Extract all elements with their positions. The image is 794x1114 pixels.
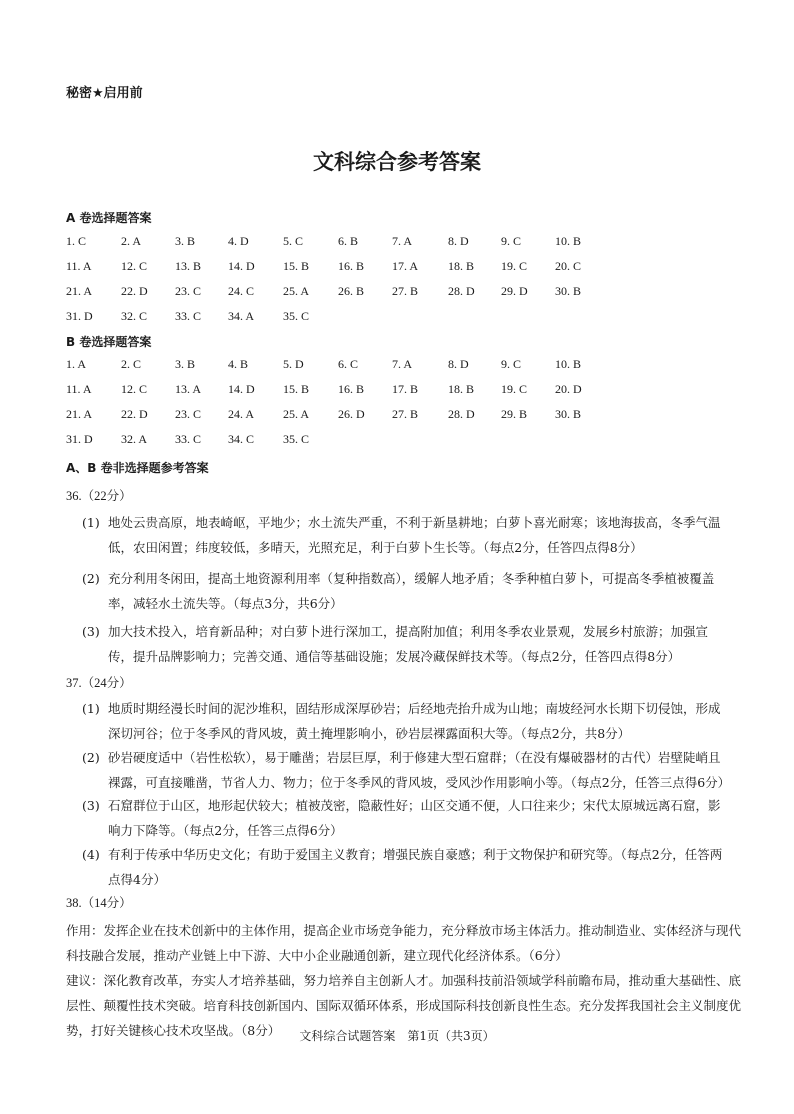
- q36-heading: 36.（22分）: [66, 489, 132, 503]
- answer-cell: 19. C: [501, 382, 528, 396]
- q36-item-2: [82, 566, 732, 616]
- answer-cell: 30. B: [555, 407, 582, 421]
- item-text: 充分利用冬闲田，提高土地资源利用率（复种指数高），缓解人地矛盾；冬季种植白萝卜，可提高冬季植被覆盖率，减轻水土流失等。（每点3分，共6分）: [108, 571, 715, 611]
- item-number: (3): [82, 624, 100, 639]
- answer-cell: 11. A: [66, 259, 92, 273]
- answer-cell: 20. D: [555, 382, 582, 396]
- answer-cell: 33. C: [175, 432, 202, 446]
- page-footer: 文科综合试题答案 第1页（共3页）: [299, 1029, 495, 1043]
- item-text: 地质时期经漫长时间的泥沙堆积，固结形成深厚砂岩；后经地壳抬升成为山地；南坡经河水长期下切侵蚀，形成深切河谷；位于冬季风的背风坡，黄土掩埋影响小，砂岩层裸露面积大等。（每点2分，共8分）: [108, 701, 721, 741]
- answer-cell: 7. A: [392, 234, 413, 248]
- answer-cell: 6. C: [338, 357, 359, 371]
- q37-heading: 37.（24分）: [66, 676, 132, 690]
- answer-cell: 3. B: [175, 357, 196, 371]
- answer-cell: 27. B: [392, 284, 419, 298]
- q36-item-3: [82, 619, 732, 669]
- answer-cell: 30. B: [555, 284, 582, 298]
- secret-label: 秘密★启用前: [66, 86, 143, 101]
- q36-item-1: [82, 510, 732, 560]
- q38-heading: 38.（14分）: [66, 896, 132, 910]
- answer-cell: 1. A: [66, 357, 87, 371]
- q38-suggestion-paragraph: 建议：深化教育改革，夯实人才培养基础，努力培养自主创新人才。加强科技前沿领域学科前瞻布局，推动重大基础性、底层性、颠覆性技术突破。培育科技创新国内、国际双循环体系，形成国际科技创新良性生态。充分发挥我国社会主义制度优势，打好关键核心技术攻坚战。（8分）: [66, 973, 742, 1038]
- answer-cell: 5. D: [283, 357, 304, 371]
- answer-cell: 12. C: [121, 382, 148, 396]
- answer-cell: 20. C: [555, 259, 582, 273]
- answer-cell: 24. C: [228, 284, 255, 298]
- item-number: (3): [82, 798, 100, 813]
- item-number: (1): [82, 701, 100, 716]
- answer-cell: 23. C: [175, 284, 202, 298]
- answer-cell: 3. B: [175, 234, 196, 248]
- answer-cell: 22. D: [121, 284, 148, 298]
- item-number: (1): [82, 515, 100, 530]
- answer-cell: 2. A: [121, 234, 142, 248]
- answer-cell: 16. B: [338, 382, 365, 396]
- answer-cell: 18. B: [448, 382, 475, 396]
- answer-cell: 4. D: [228, 234, 249, 248]
- answer-cell: 34. C: [228, 432, 255, 446]
- item-number: (4): [82, 847, 100, 862]
- section-a-heading: A 卷选择题答案: [66, 211, 152, 225]
- answer-cell: 18. B: [448, 259, 475, 273]
- answer-cell: 19. C: [501, 259, 528, 273]
- answer-cell: 33. C: [175, 309, 202, 323]
- answer-cell: 1. C: [66, 234, 87, 248]
- answer-cell: 4. B: [228, 357, 249, 371]
- answer-cell: 25. A: [283, 407, 310, 421]
- item-text: 地处云贵高原，地表崎岖，平地少；水土流失严重，不利于新垦耕地；白萝卜喜光耐寒；该地海拔高，冬季气温低，农田闲置；纬度较低，多晴天，光照充足，利于白萝卜生长等。（每点2分，任答四点得8分）: [108, 515, 721, 555]
- answer-cell: 21. A: [66, 407, 93, 421]
- answer-cell: 24. A: [228, 407, 255, 421]
- item-text: 石窟群位于山区，地形起伏较大；植被茂密，隐蔽性好；山区交通不便，人口往来少；宋代太原城远离石窟，影响力下降等。（每点2分，任答三点得6分）: [108, 798, 721, 838]
- answer-cell: 35. C: [283, 309, 310, 323]
- answer-cell: 28. D: [448, 407, 475, 421]
- answer-cell: 25. A: [283, 284, 310, 298]
- answer-cell: 31. D: [66, 432, 93, 446]
- non-choice-heading: A、B 卷非选择题参考答案: [66, 461, 209, 475]
- q38-role-paragraph: 作用：发挥企业在技术创新中的主体作用，提高企业市场竞争能力，充分释放市场主体活力。推动制造业、实体经济与现代科技融合发展，推动产业链上中下游、大中小企业融通创新，建立现代化经济体系。（6分）: [66, 923, 742, 963]
- answer-cell: 9. C: [501, 234, 522, 248]
- item-text: 有利于传承中华历史文化；有助于爱国主义教育；增强民族自豪感；利于文物保护和研究等。（每点2分，任答两点得4分）: [108, 847, 723, 887]
- answer-cell: 17. B: [392, 382, 419, 396]
- answer-cell: 8. D: [448, 234, 469, 248]
- answer-cell: 15. B: [283, 259, 310, 273]
- answer-cell: 26. D: [338, 407, 365, 421]
- q37-item-1: [82, 696, 732, 746]
- answer-cell: 31. D: [66, 309, 93, 323]
- answer-cell: 15. B: [283, 382, 310, 396]
- item-number: (2): [82, 571, 100, 586]
- answer-cell: 29. B: [501, 407, 528, 421]
- answer-cell: 10. B: [555, 357, 582, 371]
- answer-cell: 29. D: [501, 284, 528, 298]
- answer-cell: 34. A: [228, 309, 255, 323]
- answer-cell: 28. D: [448, 284, 475, 298]
- answer-cell: 26. B: [338, 284, 365, 298]
- item-text: 加大技术投入，培育新品种；对白萝卜进行深加工，提高附加值；利用冬季农业景观，发展乡村旅游；加强宣传，提升品牌影响力；完善交通、通信等基础设施；发展冷藏保鲜技术等。（每点2分，任答四点得8分）: [108, 624, 709, 664]
- item-number: (2): [82, 750, 100, 765]
- answer-cell: 35. C: [283, 432, 310, 446]
- answer-cell: 6. B: [338, 234, 359, 248]
- q37-item-3: [82, 793, 732, 843]
- answer-cell: 5. C: [283, 234, 304, 248]
- answer-cell: 14. D: [228, 259, 255, 273]
- answer-cell: 7. A: [392, 357, 413, 371]
- section-b-heading: B 卷选择题答案: [66, 335, 152, 349]
- answer-cell: 13. A: [175, 382, 202, 396]
- answer-cell: 9. C: [501, 357, 522, 371]
- answer-cell: 21. A: [66, 284, 93, 298]
- q37-item-2: [82, 745, 732, 795]
- answer-cell: 12. C: [121, 259, 148, 273]
- answer-cell: 8. D: [448, 357, 469, 371]
- q37-item-4: [82, 842, 732, 892]
- answer-cell: 27. B: [392, 407, 419, 421]
- item-text: 砂岩硬度适中（岩性松软），易于雕凿；岩层巨厚，利于修建大型石窟群；（在没有爆破器材的古代）岩壁陡峭且裸露，可直接雕凿，节省人力、物力；位于冬季风的背风坡，受风沙作用影响小等。（每点2分，任答三点得6分）: [108, 750, 731, 790]
- answer-cell: 32. A: [121, 432, 148, 446]
- answer-cell: 13. B: [175, 259, 202, 273]
- answer-cell: 10. B: [555, 234, 582, 248]
- answer-cell: 32. C: [121, 309, 148, 323]
- answer-cell: 17. A: [392, 259, 419, 273]
- answer-cell: 16. B: [338, 259, 365, 273]
- answer-cell: 22. D: [121, 407, 148, 421]
- answer-cell: 2. C: [121, 357, 142, 371]
- answer-cell: 11. A: [66, 382, 92, 396]
- answer-cell: 23. C: [175, 407, 202, 421]
- answer-cell: 14. D: [228, 382, 255, 396]
- page-title: 文科综合参考答案: [313, 150, 481, 174]
